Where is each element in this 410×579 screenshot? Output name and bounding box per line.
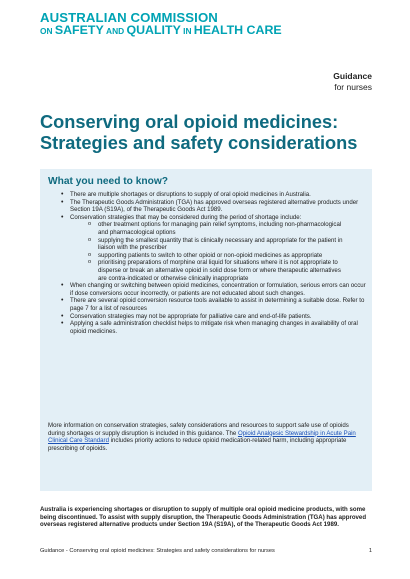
footer-text: Guidance - Conserving oral opioid medicines: Strategies and safety considerations for nurses — [40, 548, 275, 554]
clinical-care-standard-link[interactable]: Opioid Analgesic Stewardship in Acute Pain Clinical Care Standard — [48, 429, 356, 445]
list-item: • There are multiple shortages or disruptions to supply of oral opioid medicines in Australia. — [48, 191, 366, 199]
logo-line-1: AUSTRALIAN COMMISSION — [40, 10, 218, 25]
sub-list-item: o supporting patients to switch to other opioid or non-opioid medicines as appropriate — [70, 252, 366, 260]
logo-word-quality: QUALITY — [126, 23, 181, 37]
logo-word-on: ON — [40, 26, 53, 36]
logo-line-2 — [40, 24, 282, 38]
summary-paragraph: Australia is experiencing shortages or disruption to supply of multiple oral opioid medicine products, with some being discontinued. To assist with supply disruption, the Therapeutic Goods Administration (TGA) has approved overseas registered alternative products under Section 19A (S19A), of the Therapeutic Goods Act 1989. — [40, 506, 367, 529]
sub-list-item: o prioritising preparations of morphine oral liquid for situations where it is not appropriate to disperse or break an alternative opioid in solid dose form or where therapeutic alternatives are contra-indicated or otherwise clinically inappropriate — [70, 259, 366, 282]
list-item: • There are several opioid conversion resource tools available to assist in determining a suitable dose. Refer to page 7 for a list of resources — [48, 297, 366, 312]
title-line-2: Strategies and safety considerations — [40, 133, 358, 153]
guidance-title: Guidance — [333, 71, 372, 81]
list-item: • Conservation strategies may not be appropriate for palliative care and end-of-life patients. — [48, 313, 366, 321]
list-item: • Applying a safe administration checklist helps to mitigate risk when managing changes in availability of oral opioid medicines. — [48, 320, 366, 335]
sub-list — [70, 221, 366, 282]
list-item — [48, 214, 366, 282]
more-info-paragraph — [48, 422, 366, 452]
sub-list-item: o other treatment options for managing pain relief symptoms, including non-pharmacological and pharmacological options — [70, 221, 366, 236]
more-info-text: More information on conservation strategies, safety considerations and resources to support safe use of opioids during shortages or supply disruption is included in this guidance. The — [48, 422, 349, 437]
sub-list-item: o supplying the smallest quantity that is clinically necessary and appropriate for the patient in liaison with the prescriber — [70, 237, 366, 252]
list-item-text: Conservation strategies that may be considered during the period of shortage include: — [70, 213, 302, 221]
more-info-text-end: includes priority actions to reduce opioid medication-related harm, including appropriate prescribing of opioids. — [48, 437, 347, 452]
page-number: 1 — [368, 548, 372, 554]
logo-word-and: AND — [106, 26, 125, 36]
list-item: • When changing or switching between opioid medicines, concentration or formulation, serious errors can occur if dose conversions occur incorrectly, or patients are not educated about such changes. — [48, 282, 366, 297]
title-line-1: Conserving oral opioid medicines: — [40, 112, 339, 132]
commission-logo — [40, 12, 282, 38]
page-footer — [40, 548, 372, 554]
key-points-list — [48, 191, 366, 335]
logo-word-in: IN — [183, 26, 192, 36]
list-item: • The Therapeutic Goods Administration (TGA) has approved overseas registered alternative products under Section 19A (S19A), of the Therapeutic Goods Act 1989. — [48, 199, 366, 214]
key-points-heading: What you need to know? — [48, 176, 168, 187]
guidance-label — [333, 71, 372, 93]
key-points-box — [40, 169, 372, 491]
logo-word-safety: SAFETY — [54, 23, 104, 37]
logo-word-health-care: HEALTH CARE — [193, 23, 282, 37]
page-title — [40, 112, 380, 154]
guidance-audience: for nurses — [334, 82, 372, 92]
